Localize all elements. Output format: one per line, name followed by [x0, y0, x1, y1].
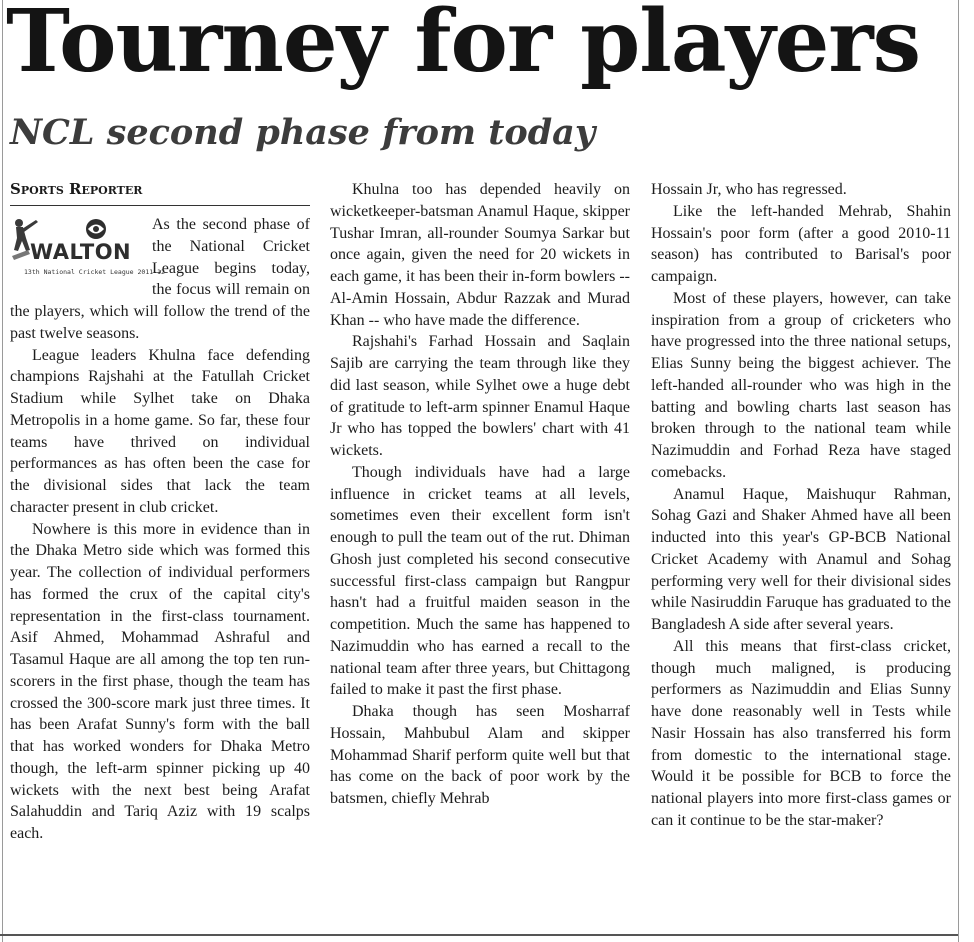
paragraph: As the second phase of the National Cricket League begins today, the focus will remain on the players, which will follow the trend of the past twelve seasons.: [10, 216, 310, 342]
byline: Sports Reporter: [10, 180, 143, 198]
paragraph: Khulna too has depended heavily on wicketkeeper-batsman Anamul Haque, skipper Tushar Imran, all-rounder Soumya Sarkar but once again, given the need for 20 wickets in each game, it has been their in-form bowlers -- Al-Amin Hossain, Abdur Razzak and Murad Khan -- who have made the difference.: [330, 181, 630, 329]
paragraph: Rajshahi's Farhad Hossain and Saqlain Sajib are carrying the team through like they did last season, while Sylhet owe a huge debt of gratitude to left-arm spinner Enamul Haque Jr who has topped the bowlers' chart with 41 wickets.: [330, 333, 630, 459]
bottom-border-rule: [0, 934, 958, 936]
headline: Tourney for players: [6, 0, 921, 92]
left-border-rule: [2, 0, 3, 942]
paragraph: Dhaka though has seen Mosharraf Hossain, Mahbubul Alam and skipper Mohammad Sharif perform quite well but that has come on the back of poor work by the batsmen, chiefly Mehrab: [330, 703, 630, 807]
paragraph: All this means that first-class cricket, though much maligned, is producing performers as Nazimuddin and Elias Sunny have done reasonably well in Tests while Nasir Hossain has also transferred his form from domestic to the international stage. Would it be possible for BCB to force the national players into more first-class games or can it continue to be the star-maker?: [651, 637, 951, 829]
article-column-3: [651, 179, 951, 832]
paragraph: League leaders Khulna face defending champions Rajshahi at the Fatullah Cricket Stadium while Sylhet take on Dhaka Metropolis in a home game. So far, these four teams have thrived on individual performances as has often been the case for the divisional sides that lack the team character present in club cricket.: [10, 346, 310, 516]
right-border-rule: [958, 0, 959, 942]
paragraph: Anamul Haque, Maishuqur Rahman, Sohag Gazi and Shaker Ahmed have all been inducted into this year's GP-BCB National Cricket Academy with Anamul and Sohag performing very well for their divisional sides while Nasiruddin Faruque has graduated to the Bangladesh A side after several years.: [651, 485, 951, 633]
article-column-1: [10, 214, 310, 845]
logo-tagline: 13th National Cricket League 2011-12: [24, 268, 165, 276]
paragraph: Most of these players, however, can take inspiration from a group of cricketers who have progressed into the three national setups, Elias Sunny being the biggest achiever. The left-handed all-rounder who was high in the batting and bowling charts last season has broken through to the national team while Nazimuddin and Forhad Reza have staged comebacks.: [651, 289, 951, 481]
byline-rule: [10, 205, 310, 206]
paragraph: Like the left-handed Mehrab, Shahin Hossain's poor form (after a good 2010-11 season) has contributed to Barisal's poor campaign.: [651, 202, 951, 285]
logo-brand-text: WALTON: [30, 240, 132, 264]
paragraph: Hossain Jr, who has regressed.: [651, 181, 847, 198]
paragraph: Though individuals have had a large influence in cricket teams at all levels, sometimes even their excellent form isn't enough to pull the team out of the rut. Dhiman Ghosh just completed his second consecutive successful first-class campaign but Rangpur hasn't had a fruitful maiden season in the competition. Much the same has happened to Nazimuddin who has earned a recall to the national team after three years, but Chittagong failed to make it past the first phase.: [330, 463, 630, 699]
walton-ncl-logo: [10, 216, 165, 282]
article-column-2: [330, 179, 630, 810]
paragraph: Nowhere is this more in evidence than in the Dhaka Metro side which was formed this year. The collection of individual performers has formed the crux of the capital city's representation in the first-class tournament. Asif Ahmed, Mohammad Ashraful and Tasamul Haque are all among the top ten run-scorers in the first phase, though the team has crossed the 300-score mark just three times. It has been Arafat Sunny's form with the ball that has worked wonders for Dhaka Metro though, the left-arm spinner picking up 40 wickets with the next best being Arafat Salahuddin and Tariq Aziz with 19 scalps each.: [10, 520, 310, 842]
subheadline: NCL second phase from today: [10, 112, 596, 153]
